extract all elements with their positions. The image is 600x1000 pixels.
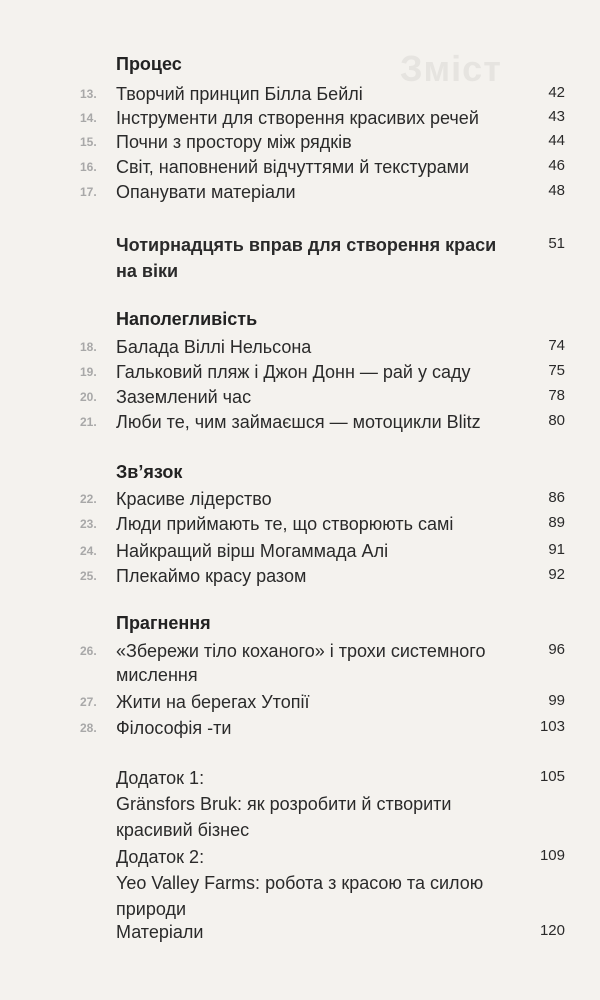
entry-number: 26. [80, 644, 97, 658]
entry-page: 99 [548, 692, 565, 709]
toc-entry[interactable] [0, 385, 600, 411]
entry-title: Опанувати матеріали [116, 182, 296, 202]
ghost-heading: Зміст [400, 48, 502, 89]
entry-number: 13. [80, 87, 97, 101]
entry-page: 78 [548, 387, 565, 404]
toc-entry-appendix-2[interactable] [0, 845, 600, 921]
appendix-label: Додаток 2: [116, 847, 205, 867]
appendix-title-continued: красивий бізнес [116, 820, 250, 840]
entry-title: Гальковий пляж і Джон Донн — рай у саду [116, 362, 471, 382]
entry-title: Люди приймають те, що створюють самі [116, 514, 454, 534]
toc-entry[interactable] [0, 335, 600, 361]
appendix-label: Додаток 1: [116, 768, 205, 788]
toc-entry[interactable] [0, 487, 600, 513]
entry-page: 44 [548, 132, 565, 149]
entry-page: 120 [539, 922, 565, 939]
toc-entry[interactable] [0, 564, 600, 590]
entry-title: Інструменти для створення красивих речей [116, 108, 479, 128]
entry-title: Чотирнадцять вправ для створення краси [116, 235, 497, 255]
appendix-title: Gränsfors Bruk: як розробити й створити [116, 794, 452, 814]
entry-page: 42 [548, 84, 565, 101]
entry-title: Почни з простору між рядків [116, 132, 352, 152]
entry-number: 18. [80, 340, 97, 354]
toc-entry[interactable] [0, 512, 600, 538]
toc-entry[interactable] [0, 130, 600, 156]
entry-title: Балада Віллі Нельсона [116, 337, 312, 357]
section-heading-persistence: Наполегливість [116, 309, 258, 329]
toc-entry[interactable] [0, 360, 600, 386]
entry-title: Плекаймо красу разом [116, 566, 307, 586]
entry-page: 74 [548, 337, 565, 354]
entry-title-continued: мислення [116, 665, 198, 685]
entry-page: 105 [539, 768, 565, 785]
toc-entry-appendix-1[interactable] [0, 766, 600, 842]
entry-number: 24. [80, 544, 97, 558]
section-heading-connection: Зв’язок [116, 462, 183, 482]
entry-page: 109 [539, 847, 565, 864]
appendix-title-continued: природи [116, 899, 186, 919]
entry-page: 91 [548, 541, 565, 558]
toc-entry[interactable] [0, 106, 600, 132]
entry-title: Жити на берегах Утопії [116, 692, 310, 712]
entry-title: Філософія -ти [116, 718, 232, 738]
toc-entry[interactable] [0, 716, 600, 742]
entry-number: 20. [80, 390, 97, 404]
entry-title: Найкращий вірш Могаммада Алі [116, 541, 389, 561]
entry-page: 75 [548, 362, 565, 379]
entry-number: 27. [80, 695, 97, 709]
entry-number: 16. [80, 160, 97, 174]
toc-entry[interactable] [0, 180, 600, 206]
toc-entry-exercises[interactable] [0, 233, 600, 285]
entry-page: 89 [548, 514, 565, 531]
entry-page: 86 [548, 489, 565, 506]
entry-number: 19. [80, 365, 97, 379]
toc-entry-materials[interactable] [0, 920, 600, 946]
toc-entry[interactable] [0, 639, 600, 689]
entry-page: 103 [539, 718, 565, 735]
entry-number: 25. [80, 569, 97, 583]
entry-number: 14. [80, 111, 97, 125]
entry-title: Матеріали [116, 922, 204, 942]
entry-title: Люби те, чим займаєшся — мотоцикли Blitz [116, 412, 481, 432]
entry-title-continued: на віки [116, 261, 179, 281]
entry-title: Світ, наповнений відчуттями й текстурами [116, 157, 470, 177]
toc-entry[interactable] [0, 82, 600, 108]
entry-title: Творчий принцип Білла Бейлі [116, 84, 363, 104]
section-heading-process: Процес [116, 54, 182, 74]
entry-number: 23. [80, 517, 97, 531]
entry-page: 92 [548, 566, 565, 583]
entry-number: 28. [80, 721, 97, 735]
entry-title: «Збережи тіло коханого» і трохи системного [116, 641, 486, 661]
toc-entry[interactable] [0, 539, 600, 565]
toc-entry[interactable] [0, 410, 600, 436]
section-heading-aspiration: Прагнення [116, 613, 211, 633]
entry-page: 80 [548, 412, 565, 429]
entry-title: Заземлений час [116, 387, 252, 407]
entry-number: 15. [80, 135, 97, 149]
entry-title: Красиве лідерство [116, 489, 272, 509]
entry-number: 17. [80, 185, 97, 199]
entry-page: 96 [548, 641, 565, 658]
entry-number: 22. [80, 492, 97, 506]
entry-page: 51 [548, 235, 565, 252]
entry-page: 46 [548, 157, 565, 174]
appendix-title: Yeo Valley Farms: робота з красою та силою [116, 873, 484, 893]
entry-number: 21. [80, 415, 97, 429]
entry-page: 43 [548, 108, 565, 125]
entry-page: 48 [548, 182, 565, 199]
toc-entry[interactable] [0, 690, 600, 716]
toc-entry[interactable] [0, 155, 600, 181]
